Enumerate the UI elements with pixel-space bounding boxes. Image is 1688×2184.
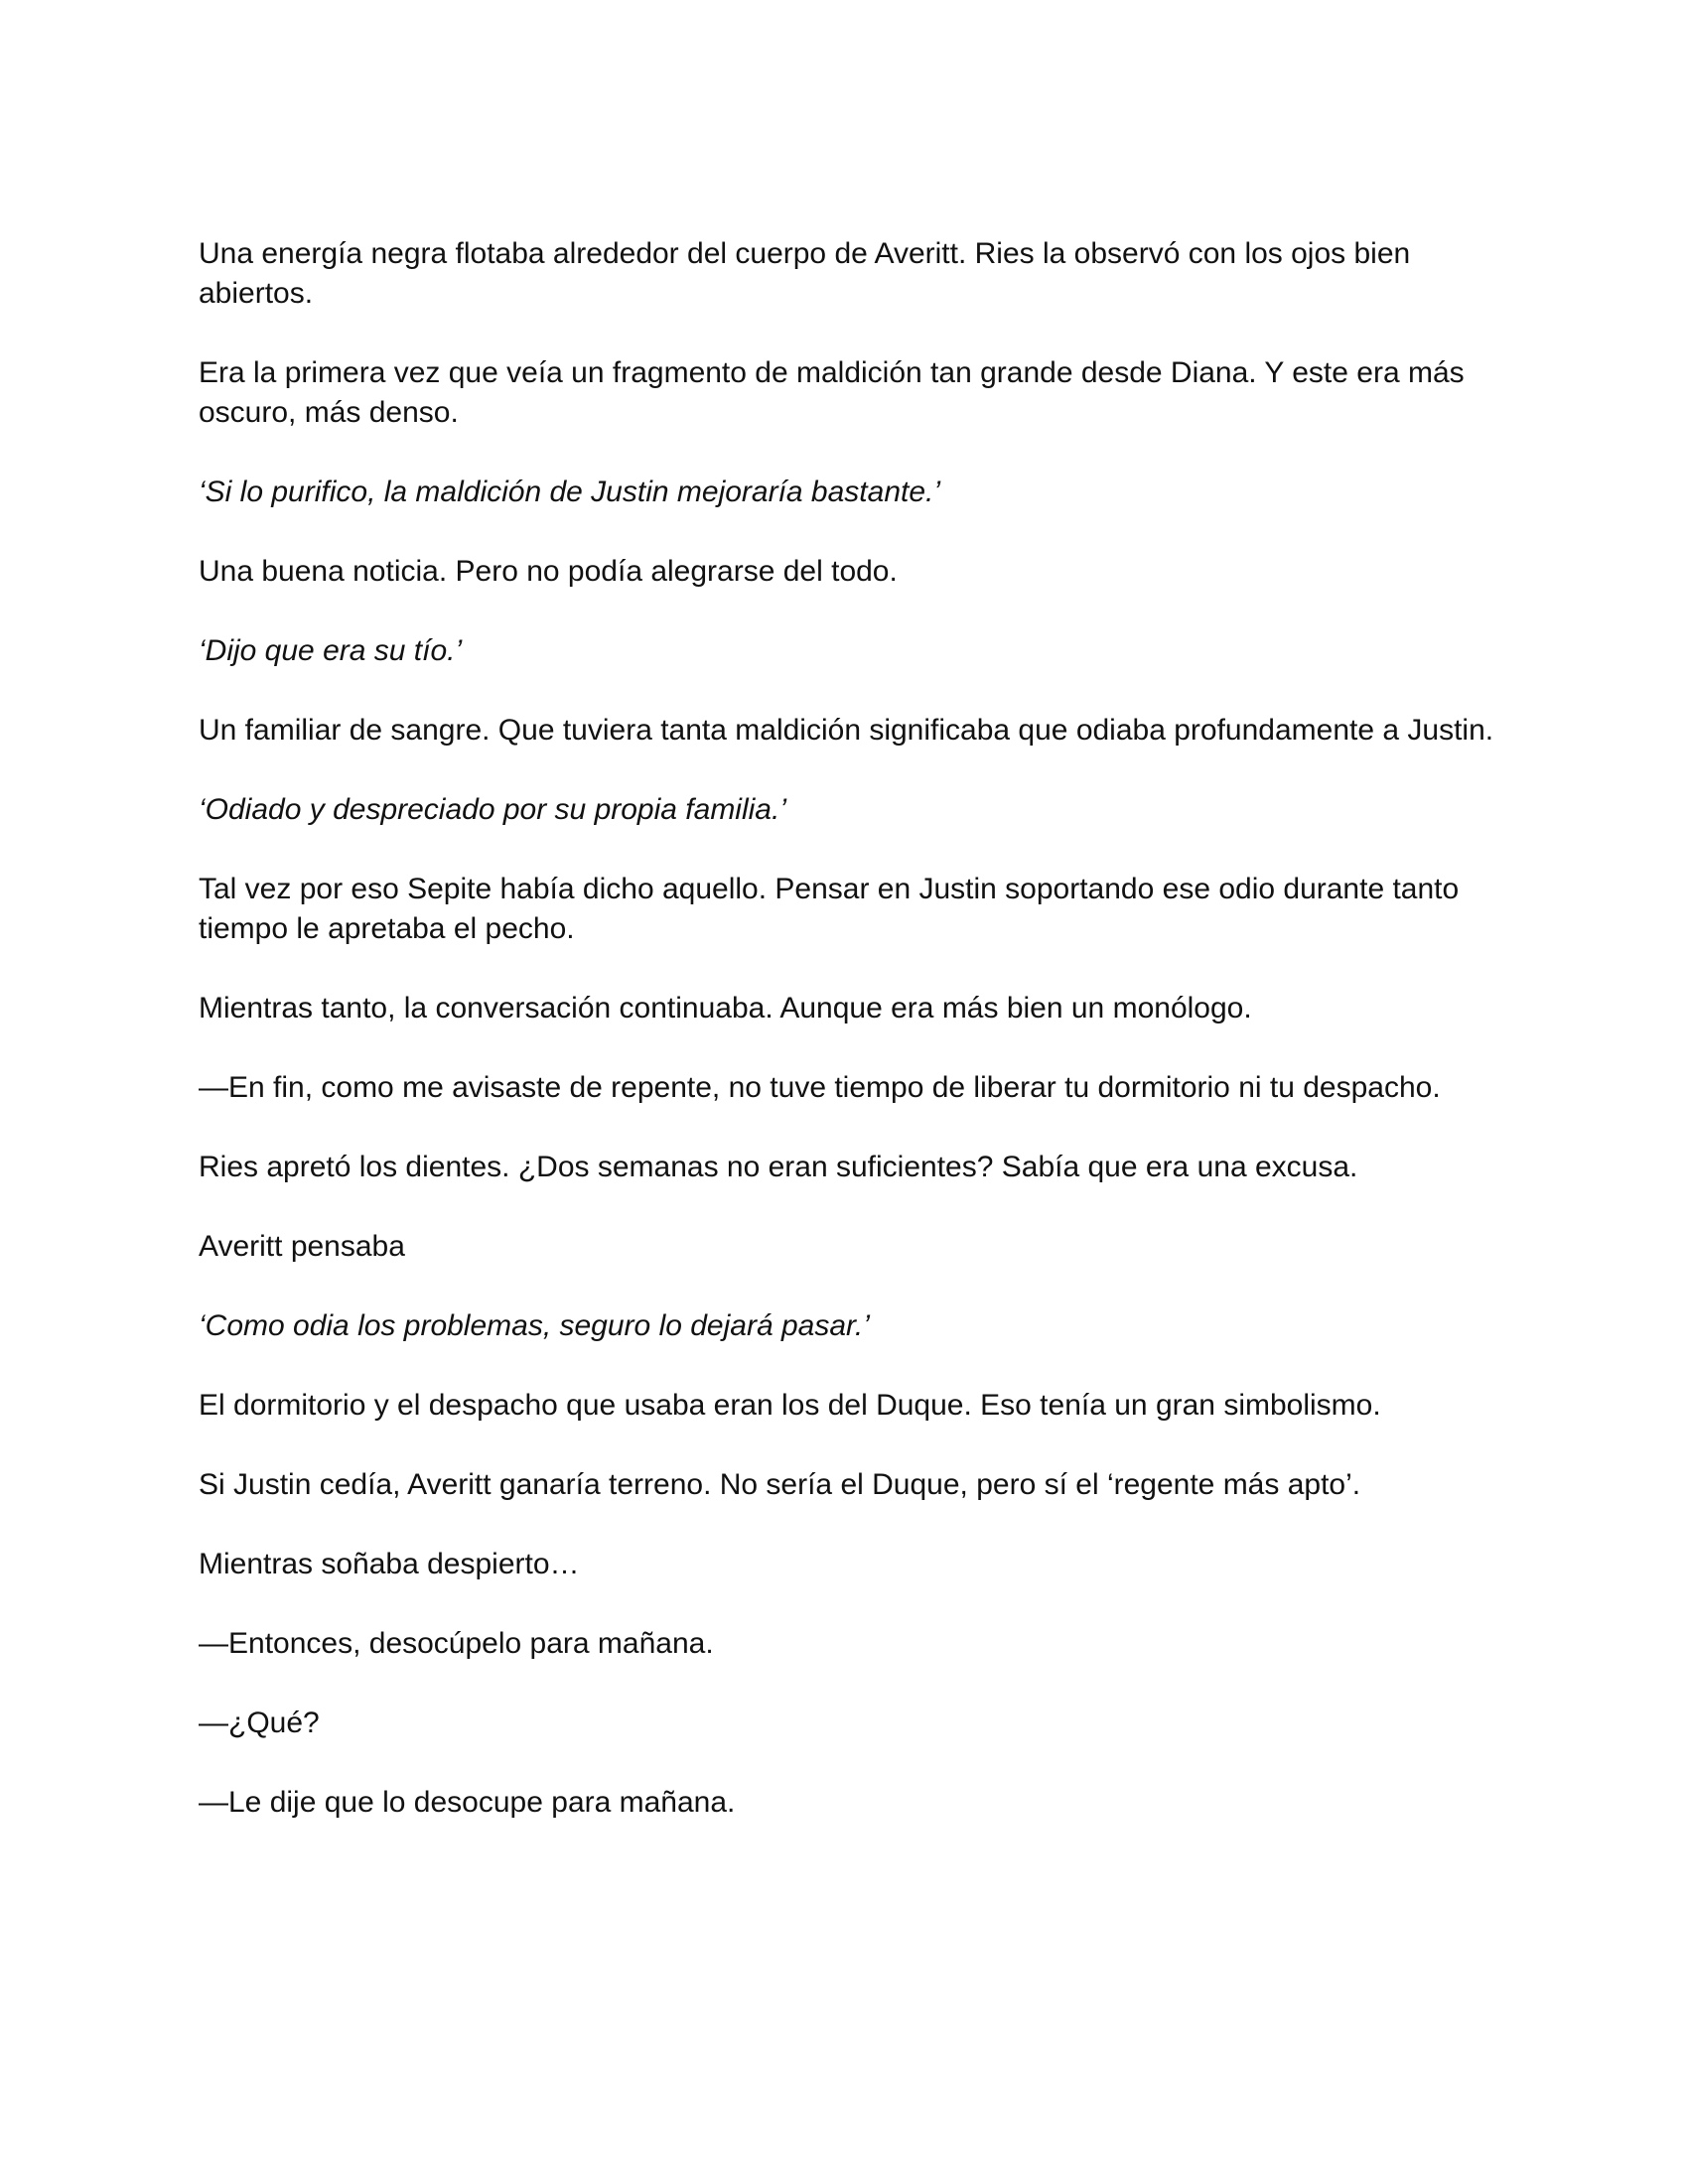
paragraph-15: Si Justin cedía, Averitt ganaría terreno. No sería el Duque, pero sí el ‘regente más apto’. — [199, 1468, 1361, 1501]
paragraph-14: El dormitorio y el despacho que usaba eran los del Duque. Eso tenía un gran simbolismo. — [199, 1389, 1381, 1422]
paragraph-16: Mientras soñaba despierto… — [199, 1548, 580, 1580]
paragraph-2: Era la primera vez que veía un fragmento de maldición tan grande desde Diana. Y este era más oscuro, más denso. — [199, 356, 1465, 429]
thought-paragraph-5: ‘Dijo que era su tío.’ — [199, 634, 463, 667]
paragraph-4: Una buena noticia. Pero no podía alegrarse del todo. — [199, 555, 898, 588]
thought-paragraph-13: ‘Como odia los problemas, seguro lo dejará pasar.’ — [199, 1309, 870, 1342]
thought-paragraph-7: ‘Odiado y despreciado por su propia familia.’ — [199, 793, 786, 826]
paragraph-8: Tal vez por eso Sepite había dicho aquello. Pensar en Justin soportando ese odio durante tanto tiempo le apretaba el pecho. — [199, 873, 1460, 945]
paragraph-1: Una energía negra flotaba alrededor del cuerpo de Averitt. Ries la observó con los ojos bien abiertos. — [199, 237, 1411, 310]
paragraph-9: Mientras tanto, la conversación continuaba. Aunque era más bien un monólogo. — [199, 992, 1252, 1024]
paragraph-6: Un familiar de sangre. Que tuviera tanta maldición significaba que odiaba profundamente a Justin. — [199, 714, 1494, 747]
dialogue-paragraph-19: —Le dije que lo desocupe para mañana. — [199, 1786, 736, 1819]
paragraph-11: Ries apretó los dientes. ¿Dos semanas no eran suficientes? Sabía que era una excusa. — [199, 1151, 1358, 1183]
thought-paragraph-3: ‘Si lo purifico, la maldición de Justin mejoraría bastante.’ — [199, 476, 941, 508]
dialogue-paragraph-18: —¿Qué? — [199, 1706, 320, 1739]
dialogue-paragraph-10: —En fin, como me avisaste de repente, no tuve tiempo de liberar tu dormitorio ni tu despacho. — [199, 1071, 1441, 1104]
document-body — [199, 234, 1509, 1862]
dialogue-paragraph-17: —Entonces, desocúpelo para mañana. — [199, 1627, 714, 1660]
paragraph-12: Averitt pensaba — [199, 1230, 405, 1263]
